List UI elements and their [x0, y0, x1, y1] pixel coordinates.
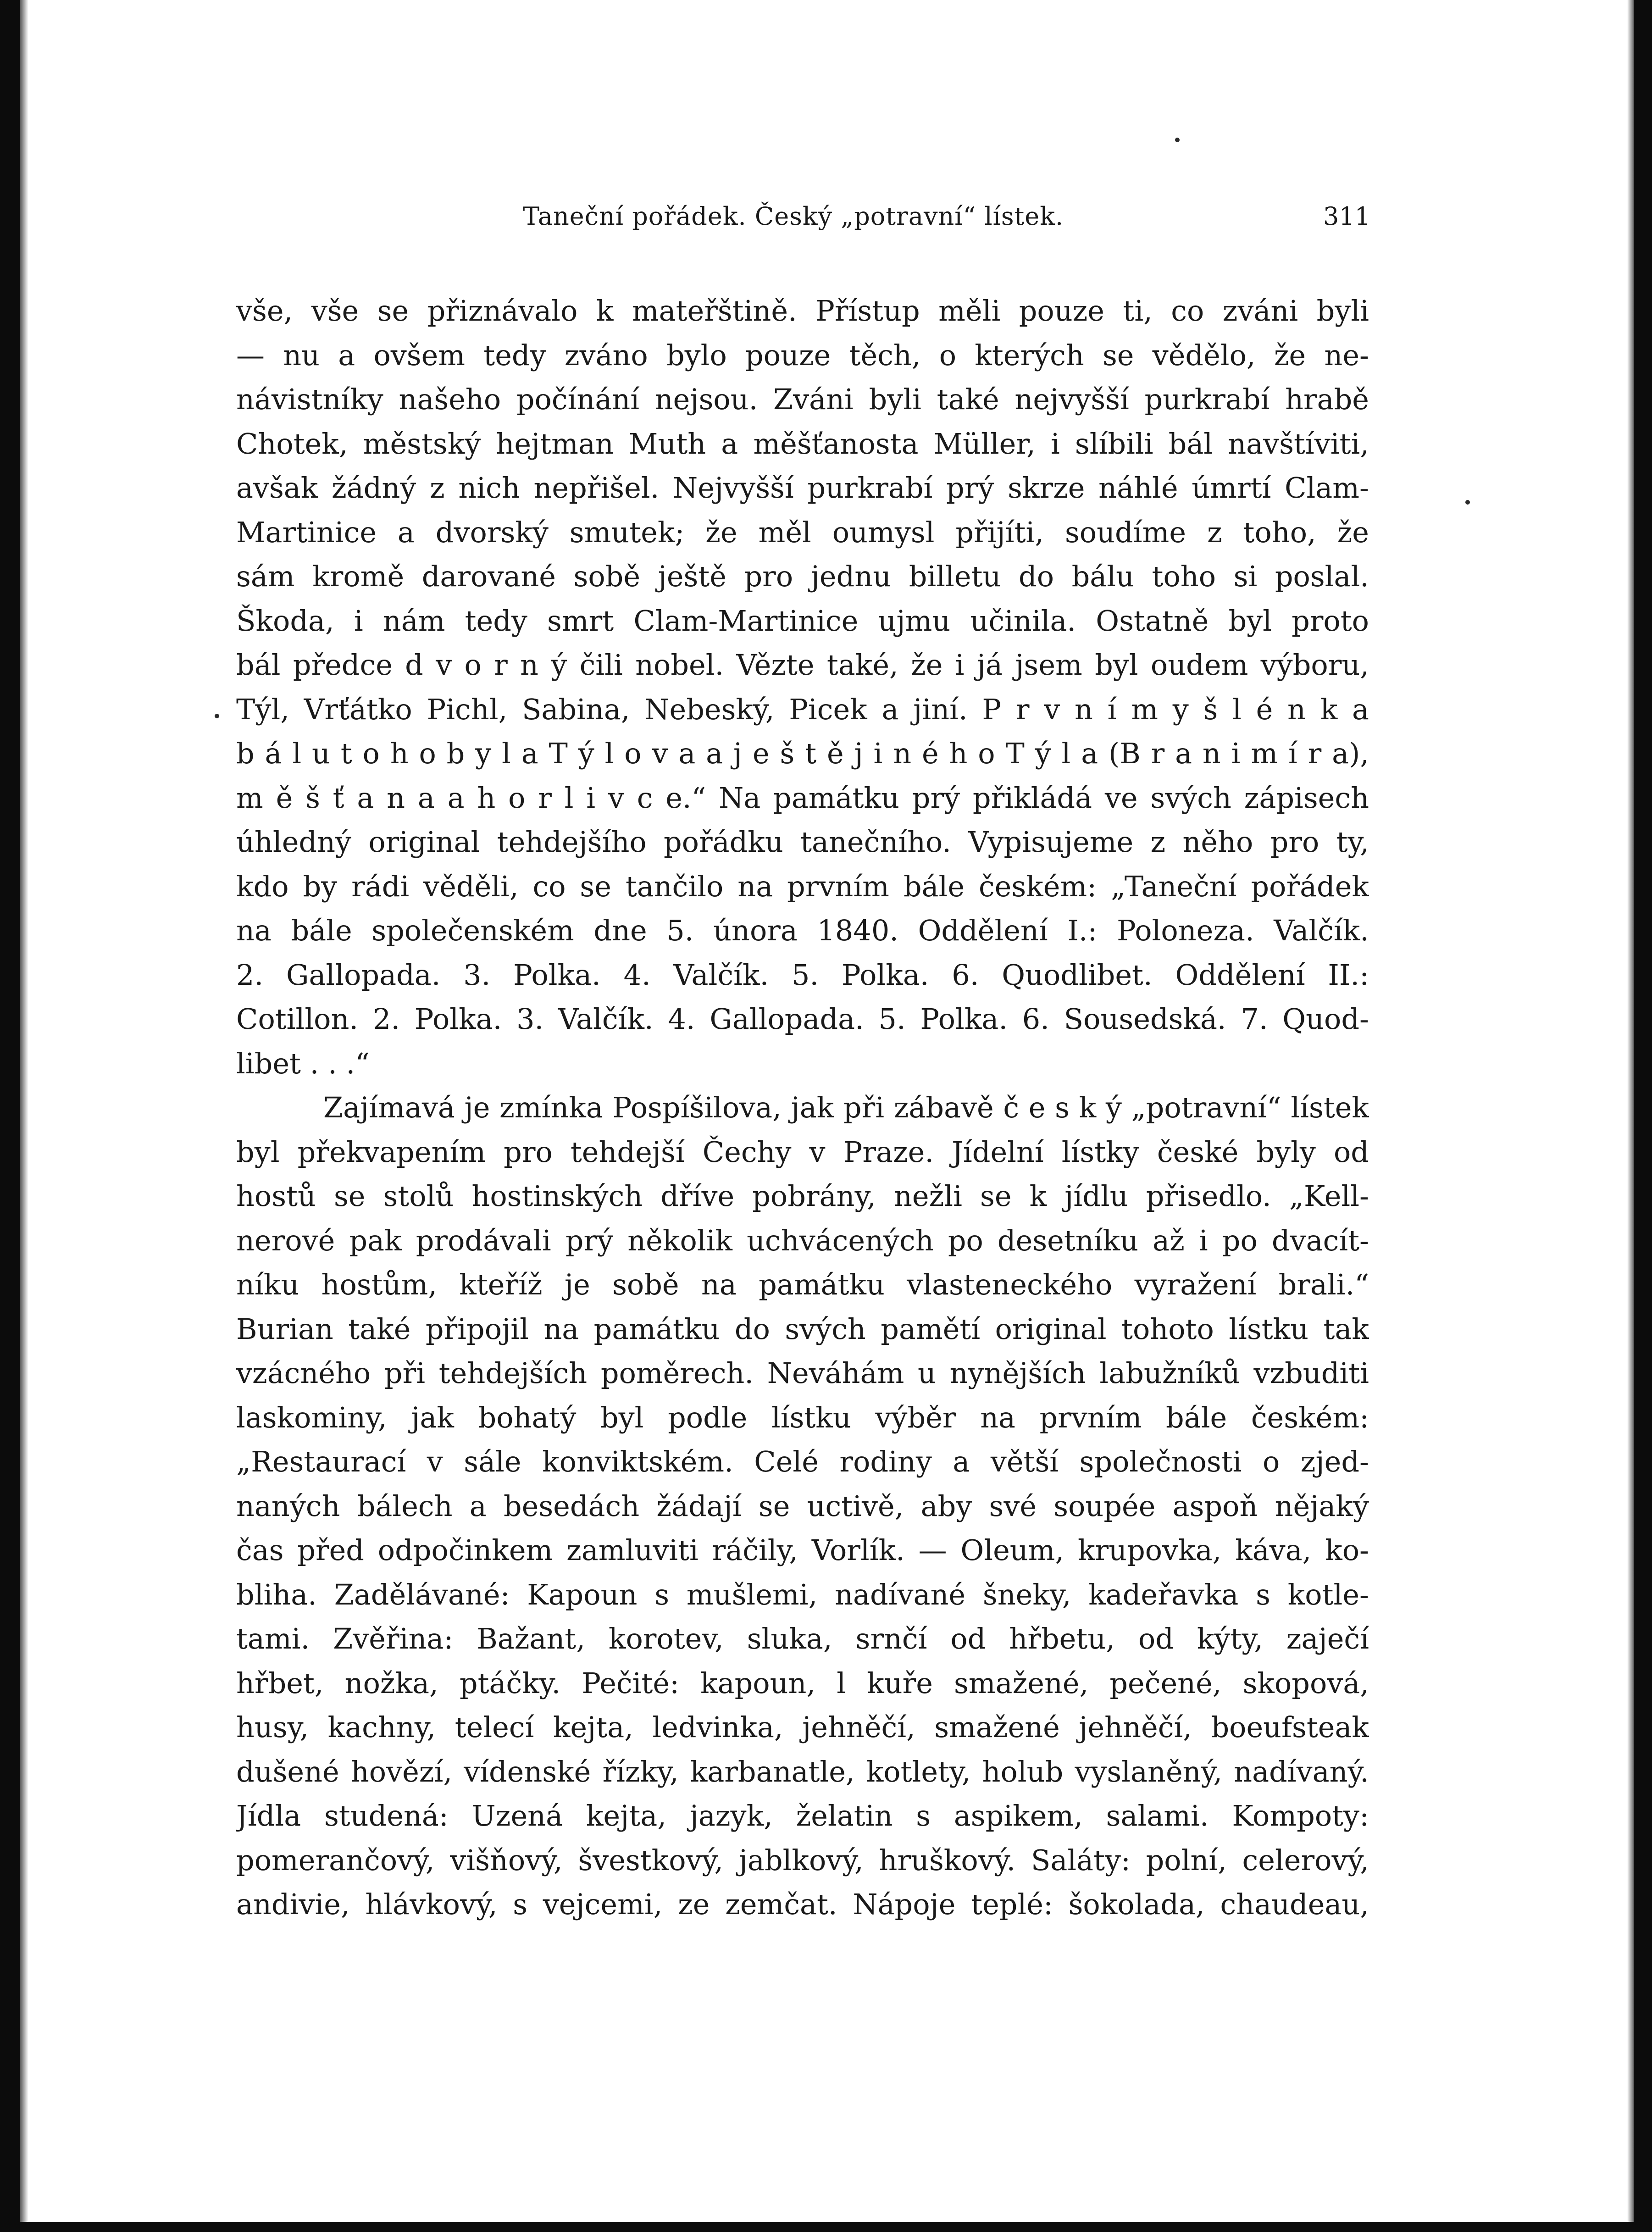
scan-border-right-shadow: [1627, 0, 1634, 2232]
text-line: kdo by rádi věděli, co se tančilo na prvním bále českém: „Taneční pořádek: [236, 869, 1369, 903]
text-line: husy, kachny, telecí kejta, ledvinka, jehněčí, smažené jehněčí, boeufsteak: [236, 1710, 1369, 1744]
scan-border-bottom: [0, 2222, 1652, 2232]
text-line: vzácného při tehdejších poměrech. Neváhám u nynějších labužníků vzbuditi: [236, 1356, 1369, 1390]
text-line: Jídla studená: Uzená kejta, jazyk, želatin s aspikem, salami. Kompoty:: [236, 1799, 1369, 1832]
text-line: dušené hovězí, vídenské řízky, karbanatle, kotlety, holub vyslaněný, nadívaný.: [236, 1755, 1369, 1788]
text-line: naných bálech a besedách žádají se uctivě, aby své soupée aspoň nějaký: [236, 1489, 1369, 1523]
text-line: Cotillon. 2. Polka. 3. Valčík. 4. Gallopada. 5. Polka. 6. Sousedská. 7. Quod-: [236, 1002, 1369, 1036]
scan-speck: [1465, 500, 1470, 505]
text-line: bál předce d v o r n ý čili nobel. Vězte také, že i já jsem byl oudem výboru,: [236, 648, 1369, 682]
text-line: avšak žádný z nich nepřišel. Nejvyšší purkrabí prý skrze náhlé úmrtí Clam-: [236, 471, 1369, 505]
text-line: „Restaurací v sále konviktském. Celé rodiny a větší společnosti o zjed-: [236, 1445, 1369, 1478]
text-line: na bále společenském dne 5. února 1840. Oddělení I.: Poloneza. Valčík.: [236, 914, 1369, 947]
text-line: sám kromě darované sobě ještě pro jednu billetu do bálu toho si poslal.: [236, 560, 1369, 593]
text-line: m ě š ť a n a a h o r l i v c e.“ Na památku prý přikládá ve svých zápisech: [236, 781, 1369, 815]
text-line: Burian také připojil na památku do svých pamětí original tohoto lístku tak: [236, 1312, 1369, 1346]
text-line: b á l u t o h o b y l a T ý l o v a a j e š t ě j i n é h o T ý l a (B r a n i m í r a),: [236, 737, 1369, 770]
text-line: andivie, hlávkový, s vejcemi, ze zemčat. Nápoje teplé: šokolada, chaudeau,: [236, 1888, 1369, 1921]
scan-border-left: [0, 0, 20, 2232]
text-line: Týl, Vrťátko Pichl, Sabina, Nebeský, Picek a jiní. P r v n í m y š l é n k a: [236, 692, 1369, 726]
scan-border-left-shadow: [20, 0, 28, 2232]
text-line: Zajímavá je zmínka Pospíšilova, jak při zábavě č e s k ý „potravní“ lístek: [323, 1091, 1369, 1124]
text-line: nerové pak prodávali prý několik uchvácených po desetníku až i po dvacít-: [236, 1223, 1369, 1257]
scan-border-right: [1634, 0, 1652, 2232]
text-line: libet . . .“: [236, 1046, 370, 1080]
text-line: byl překvapením pro tehdejší Čechy v Praze. Jídelní lístky české byly od: [236, 1135, 1369, 1169]
page-number: 311: [1323, 202, 1371, 231]
text-line: Martinice a dvorský smutek; že měl oumysl přijíti, soudíme z toho, že: [236, 515, 1369, 549]
text-line: laskominy, jak bohatý byl podle lístku výběr na prvním bále českém:: [236, 1400, 1369, 1434]
body-text: [236, 289, 1369, 1927]
text-line: bliha. Zadělávané: Kapoun s mušlemi, nadívané šneky, kadeřavka s kotle-: [236, 1577, 1369, 1611]
scan-speck: [215, 714, 219, 718]
running-head: Taneční pořádek. Český „potravní“ lístek.: [523, 202, 1064, 231]
scan-speck: [1175, 138, 1180, 142]
text-line: pomerančový, višňový, švestkový, jablkový, hruškový. Saláty: polní, celerový,: [236, 1843, 1369, 1877]
text-line: — nu a ovšem tedy zváno bylo pouze těch, o kterých se vědělo, že ne-: [236, 338, 1369, 372]
text-line: čas před odpočinkem zamluviti ráčily, Vorlík. — Oleum, krupovka, káva, ko-: [236, 1533, 1369, 1567]
text-line: tami. Zvěřina: Bažant, korotev, sluka, srnčí od hřbetu, od kýty, zaječí: [236, 1622, 1369, 1655]
text-line: 2. Gallopada. 3. Polka. 4. Valčík. 5. Polka. 6. Quodlibet. Oddělení II.:: [236, 958, 1369, 992]
text-line: Chotek, městský hejtman Muth a měšťanosta Müller, i slíbili bál navštíviti,: [236, 427, 1369, 461]
text-line: hostů se stolů hostinských dříve pobrány, nežli se k jídlu přisedlo. „Kell-: [236, 1179, 1369, 1213]
text-line: vše, vše se přiznávalo k mateřštině. Přístup měli pouze ti, co zváni byli: [236, 294, 1369, 328]
paragraph-1: [236, 289, 1369, 1086]
paragraph-2: [236, 1086, 1369, 1927]
text-line: Škoda, i nám tedy smrt Clam-Martinice ujmu učinila. Ostatně byl proto: [236, 604, 1369, 638]
text-line: úhledný original tehdejšího pořádku tanečního. Vypisujeme z něho pro ty,: [236, 825, 1369, 859]
text-line: níku hostům, kteříž je sobě na památku vlasteneckého vyražení brali.“: [236, 1268, 1369, 1301]
text-line: hřbet, nožka, ptáčky. Pečité: kapoun, l kuře smažené, pečené, skopová,: [236, 1666, 1369, 1700]
text-line: návistníky našeho počínání nejsou. Zváni byli také nejvyšší purkrabí hrabě: [236, 383, 1369, 416]
